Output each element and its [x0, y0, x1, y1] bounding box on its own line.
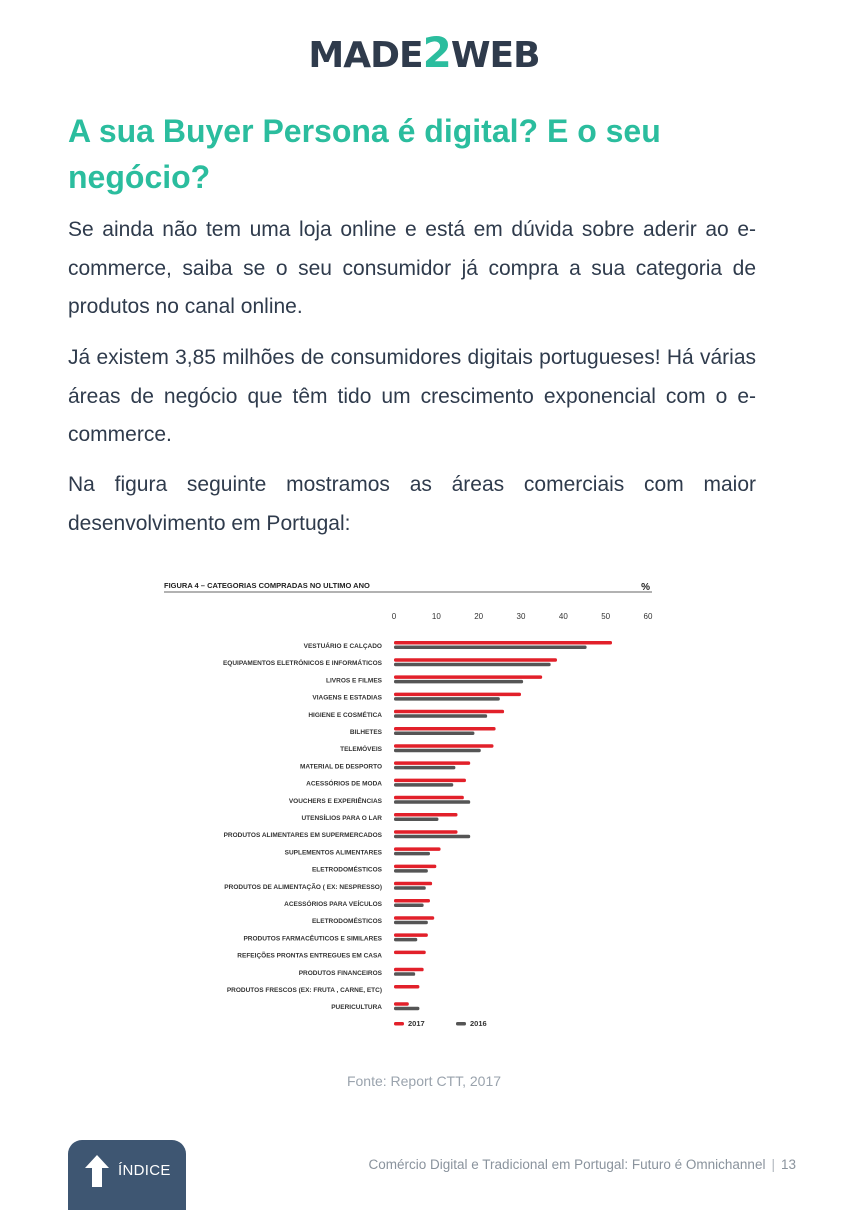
bar-2017	[394, 916, 434, 920]
bar-2016	[394, 904, 424, 908]
category-label: EQUIPAMENTOS ELETRÓNICOS E INFORMÁTICOS	[222, 660, 382, 668]
bar-2016	[394, 1007, 419, 1011]
category-label: HIGIENE E COSMÉTICA	[308, 711, 382, 719]
x-tick-label: 10	[431, 612, 441, 621]
bar-2017	[394, 779, 466, 783]
legend-swatch-2017	[394, 1022, 404, 1026]
bar-2017	[394, 693, 521, 697]
bar-2016	[394, 766, 455, 770]
bar-2017	[394, 882, 432, 886]
x-tick-label: 40	[558, 612, 568, 621]
bar-2017	[394, 985, 419, 989]
made2web-logo	[0, 28, 848, 77]
legend-label-2016: 2016	[470, 1019, 487, 1028]
bar-2016	[394, 818, 438, 822]
bar-2017	[394, 796, 464, 800]
bar-2016	[394, 714, 487, 718]
intro-paragraph: Se ainda não tem uma loja online e está em dúvida sobre aderir ao e-commerce, saiba se o seu consumidor já compra a sua categoria de produtos no canal online.	[68, 218, 756, 318]
category-label: LIVROS E FILMES	[326, 677, 382, 685]
consumers-paragraph: Já existem 3,85 milhões de consumidores digitais portugueses! Há várias áreas de negócio que têm tido um crescimento exponencial com o e-commerce.	[68, 346, 756, 446]
bar-2016	[394, 972, 415, 976]
bar-2016	[394, 886, 426, 890]
bar-2017	[394, 951, 426, 955]
bar-2016	[394, 800, 470, 804]
index-button-label: ÍNDICE	[118, 1162, 171, 1179]
category-label: ACESSÓRIOS PARA VEÍCULOS	[284, 901, 382, 908]
category-label: ACESSÓRIOS DE MODA	[306, 780, 382, 788]
bar-2016	[394, 869, 428, 873]
page-title: A sua Buyer Persona é digital? E o seu negócio?	[68, 113, 661, 195]
bar-2016	[394, 783, 453, 787]
category-label: UTENSÍLIOS PARA O LAR	[301, 815, 382, 822]
x-tick-label: 30	[516, 612, 526, 621]
bar-2017	[394, 641, 612, 645]
category-label: PRODUTOS FARMACÊUTICOS E SIMILARES	[243, 935, 382, 943]
category-label: SUPLEMENTOS ALIMENTARES	[284, 849, 382, 857]
bar-2017	[394, 761, 470, 765]
logo-text-two: 2	[422, 28, 451, 77]
bar-2017	[394, 658, 557, 662]
category-label: VESTUÁRIO E CALÇADO	[303, 643, 382, 650]
bar-2016	[394, 749, 481, 753]
bar-2017	[394, 830, 458, 834]
category-label: PRODUTOS FRESCOS (EX: FRUTA , CARNE, ETC)	[226, 987, 382, 994]
bar-2017	[394, 744, 493, 748]
chart-title: FIGURA 4 – CATEGORIAS COMPRADAS NO ULTIMO ANO	[164, 581, 370, 590]
bar-2017	[394, 899, 430, 903]
category-label: ELETRODOMÉSTICOS	[311, 918, 382, 926]
bar-2016	[394, 697, 500, 701]
chart-source: Fonte: Report CTT, 2017	[346, 1073, 502, 1089]
bar-2016	[394, 921, 428, 925]
category-label: PRODUTOS FINANCEIROS	[298, 969, 382, 977]
bar-2016	[394, 938, 417, 942]
bar-2016	[394, 663, 551, 667]
category-label: VIAGENS E ESTADIAS	[312, 694, 382, 702]
bar-2017	[394, 813, 458, 817]
category-label: VOUCHERS E EXPERIÊNCIAS	[288, 797, 382, 805]
category-label: ELETRODOMÉSTICOS	[311, 866, 382, 874]
bar-2016	[394, 680, 523, 684]
legend-swatch-2016	[456, 1022, 466, 1026]
bar-2017	[394, 727, 496, 731]
footer-document-title: Comércio Digital e Tradicional em Portugal: Futuro é Omnichannel	[368, 1157, 766, 1172]
bar-2017	[394, 847, 441, 851]
bar-2017	[394, 933, 428, 937]
footer-separator: |	[771, 1157, 775, 1172]
bar-2017	[394, 1002, 409, 1006]
category-label: MATERIAL DE DESPORTO	[300, 763, 382, 771]
bar-2016	[394, 852, 430, 856]
x-tick-label: 50	[601, 612, 611, 621]
category-label: PRODUTOS ALIMENTARES EM SUPERMERCADOS	[223, 832, 382, 840]
category-label: TELEMÓVEIS	[340, 746, 382, 754]
category-label: PUERICULTURA	[331, 1004, 382, 1012]
logo-text-web: WEB	[450, 35, 540, 76]
category-label: PRODUTOS DE ALIMENTAÇÃO ( EX: NESPRESSO)	[224, 883, 382, 891]
bar-2017	[394, 675, 542, 679]
bar-2017	[394, 710, 504, 714]
arrow-up-icon	[84, 1154, 110, 1188]
logo-text-made: MADE	[308, 35, 423, 76]
chart-unit-label: %	[641, 582, 650, 593]
category-label: REFEIÇÕES PRONTAS ENTREGUES EM CASA	[237, 952, 382, 960]
bar-2016	[394, 835, 470, 839]
x-tick-label: 0	[391, 612, 397, 621]
bar-2017	[394, 968, 424, 972]
page-number: 13	[780, 1157, 796, 1172]
page-footer	[369, 1157, 796, 1172]
category-label: BILHETES	[349, 729, 382, 736]
x-tick-label: 60	[643, 612, 653, 621]
bar-2017	[394, 865, 436, 869]
bar-2016	[394, 732, 474, 736]
figure-intro-paragraph: Na figura seguinte mostramos as áreas comerciais com maior desenvolvimento em Portugal:	[68, 473, 756, 535]
x-tick-label: 20	[474, 612, 484, 621]
categories-bar-chart	[150, 570, 670, 1045]
legend-label-2017: 2017	[408, 1019, 425, 1028]
bar-2016	[394, 646, 587, 650]
